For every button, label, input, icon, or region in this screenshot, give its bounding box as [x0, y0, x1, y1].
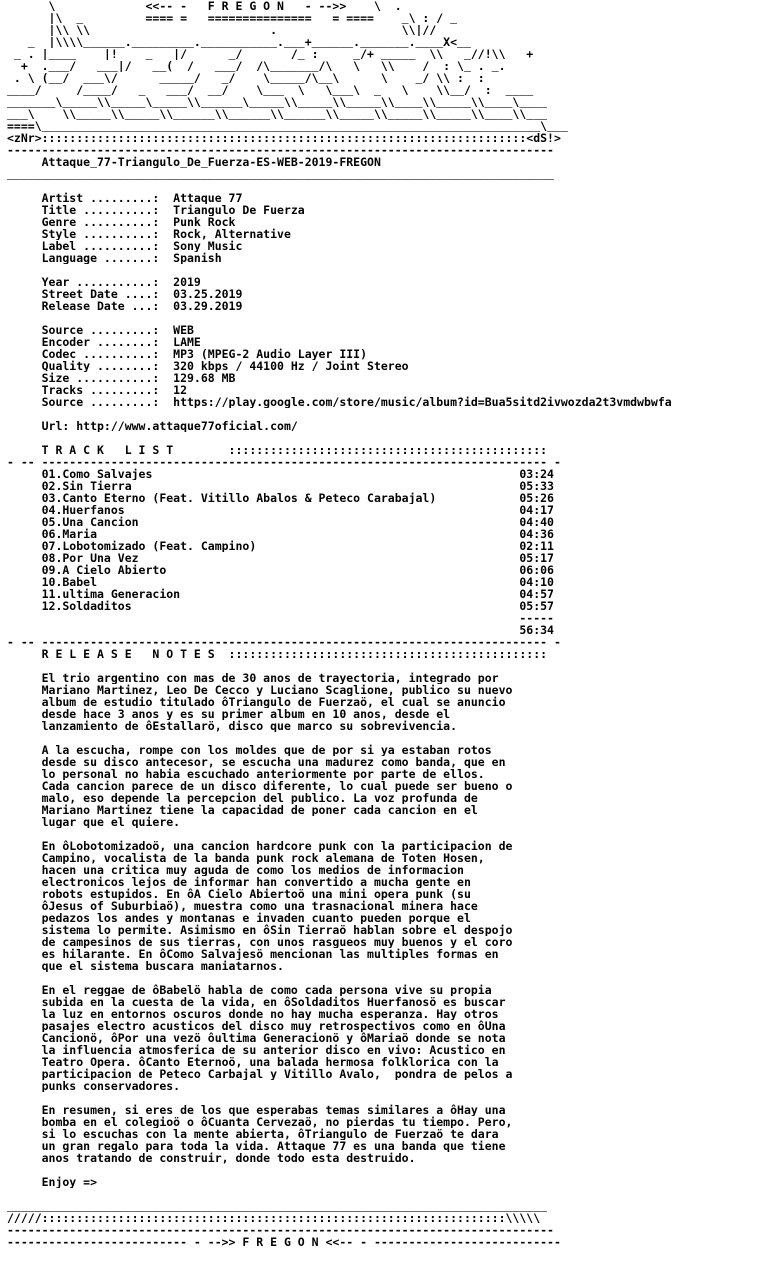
nfo-line: [7, 432, 784, 444]
nfo-line: - -- ------------------------------------------------------------------------- -: [7, 456, 561, 468]
nfo-line: Source .........: WEB: [7, 324, 194, 336]
nfo-line: Enjoy =>: [7, 1176, 98, 1188]
nfo-line: <zNr>::::::::::::::::::::::::::::::::::::::::::::::::::::::::::::::::::::::<dS!>: [7, 132, 561, 144]
nfo-line: Language .......: Spanish: [7, 252, 222, 264]
nfo-line: Cada cancion parece de un disco diferente, lo cual puede ser bueno o: [7, 780, 513, 792]
nfo-line: -----: [7, 612, 554, 624]
nfo-line: malo, eso depende la percepcion del publico. La voz profunda de: [7, 792, 478, 804]
nfo-line: lugar que el quiere.: [7, 816, 181, 828]
nfo-line: hacen una critica muy aguda de como los medios de informacion: [7, 864, 464, 876]
nfo-line: 01.Como Salvajes 03:24: [7, 468, 554, 480]
nfo-line: lanzamiento de ôEstallarö, disco que marco su sobrevivencia.: [7, 720, 458, 732]
nfo-line: Tracks .........: 12: [7, 384, 188, 396]
nfo-line: ====\________________________________________________________________________\___: [7, 120, 568, 132]
nfo-line: + .___/ ___|/ __( / ___/ /\_______/\ \ \\ / : \_ . _.: [7, 60, 506, 72]
nfo-line: Street Date ....: 03.25.2019: [7, 288, 243, 300]
nfo-line: participacion de Peteco Carbajal y Vitillo Avalo, pondra de pelos a: [7, 1068, 513, 1080]
nfo-line: 04.Huerfanos 04:17: [7, 504, 554, 516]
nfo-line: desde su disco antecesor, se escucha una madurez como banda, que en: [7, 756, 506, 768]
nfo-line: Release Date ...: 03.29.2019: [7, 300, 243, 312]
nfo-line: \ <<-- - F R E G O N - -->> \ .: [7, 0, 402, 12]
nfo-line: sistema lo permite. Asimismo en ôSin Tierraö hablan sobre el despojo: [7, 924, 513, 936]
nfo-line: Size ...........: 129.68 MB: [7, 372, 236, 384]
nfo-line: 56:34: [7, 624, 554, 636]
nfo-line: En ôLobotomizadoö, una cancion hardcore punk con la participacion de: [7, 840, 513, 852]
nfo-line: pasajes electro acusticos del disco muy retrospectivos como en ôUna: [7, 1020, 506, 1032]
nfo-line: T R A C K L I S T ::::::::::::::::::::::::::::::::::::::::::::::: [7, 444, 548, 456]
nfo-line: 10.Babel 04:10: [7, 576, 554, 588]
nfo-line: [7, 1092, 784, 1104]
nfo-line: Campino, vocalista de la banda punk rock alemana de Toten Hosen,: [7, 852, 485, 864]
nfo-line: [7, 408, 784, 420]
nfo-line: 02.Sin Tierra 05:33: [7, 480, 554, 492]
nfo-line: la luz en entornos oscuros donde no hay mucha esperanza. Hay otros: [7, 1008, 499, 1020]
nfo-line: [7, 1188, 784, 1200]
nfo-line: -------------------------- - -->> F R E G O N <<-- - ---------------------------: [7, 1236, 561, 1248]
nfo-line: _ |\\\\______._________.___________.___+______._______.____X<__: [7, 36, 471, 48]
nfo-line: punks conservadores.: [7, 1080, 181, 1092]
nfo-line: _______\_____\\_____\_____\\______\_____\\_____\\_____\\____\\_____\\____\____: [7, 96, 548, 108]
nfo-line: 03.Canto Eterno (Feat. Vitillo Abalos & Peteco Carabajal) 05:26: [7, 492, 554, 504]
nfo-line: Teatro Opera. ôCanto Eternoö, una balada hermosa folklorica con la: [7, 1056, 499, 1068]
nfo-line: - -- ------------------------------------------------------------------------- -: [7, 636, 561, 648]
nfo-line: [7, 828, 784, 840]
nfo-line: Encoder ........: LAME: [7, 336, 201, 348]
nfo-line: R E L E A S E N O T E S ::::::::::::::::::::::::::::::::::::::::::::::: [7, 648, 548, 660]
nfo-line: [7, 180, 784, 192]
nfo-line: bomba en el colegioö o ôCuanta Cervezaö, no pierdas tu tiempo. Pero,: [7, 1116, 513, 1128]
nfo-line: Quality ........: 320 kbps / 44100 Hz / Joint Stereo: [7, 360, 409, 372]
nfo-line: desde hace 3 anos y es su primer album en 10 anos, desde el: [7, 708, 451, 720]
nfo-line: _______________________________________________________________________________: [7, 168, 554, 180]
nfo-line: A la escucha, rompe con los moldes que de por si ya estaban rotos: [7, 744, 492, 756]
nfo-line: [7, 732, 784, 744]
nfo-line: Mariano Martinez, Leo De Cecco y Luciano Scaglione, publico su nuevo: [7, 684, 513, 696]
nfo-line: 12.Soldaditos 05:57: [7, 600, 554, 612]
nfo-line: [7, 972, 784, 984]
nfo-line: es hilarante. En ôComo Salvajesö mencionan las multiples formas en: [7, 948, 499, 960]
nfo-line: ___\ \\_____\\_____\\______\\______\\______\\_____\\_____\\_____\\____\\___: [7, 108, 548, 120]
nfo-line: _ . |____ |! _ |/ _/ /_ : _/+ _____ \\ _//!\\ +: [7, 48, 534, 60]
nfo-line: Year ...........: 2019: [7, 276, 201, 288]
nfo-line: Title ..........: Triangulo De Fuerza: [7, 204, 305, 216]
nfo-line: si lo escuchas con la mente abierta, ôTriangulo de Fuerzaö te dara: [7, 1128, 499, 1140]
nfo-line: . \ (__/ ___\/ _____/ _/ \_____/\__\ \ _/ \\ : :: [7, 72, 485, 84]
nfo-line: Source .........: https://play.google.com/store/music/album?id=Bua5sitd2ivwozda2t3vmdwbwfa: [7, 396, 672, 408]
nfo-line: 09.A Cielo Abierto 06:06: [7, 564, 554, 576]
nfo-line: Mariano Martinez tiene la capacidad de poner cada cancion en el: [7, 804, 478, 816]
nfo-line: electronicos lejos de informar han convertido a mucha gente en: [7, 876, 471, 888]
nfo-line: subida en la cuesta de la vida, en ôSoldaditos Huerfanosö es buscar: [7, 996, 506, 1008]
nfo-line: -------------------------------------------------------------------------------: [7, 1224, 554, 1236]
nfo-line: anos tratando de construir, donde todo esta destruido.: [7, 1152, 416, 1164]
nfo-line: Url: http://www.attaque77oficial.com/: [7, 420, 298, 432]
nfo-line: [7, 264, 784, 276]
nfo-line: de campesinos de sus tierras, con unos rasgueos muy buenos y el coro: [7, 936, 513, 948]
nfo-line: ____/ /____/ _ ___/ __/ \___ \ \___\ _ \ \\__/ : ____: [7, 84, 534, 96]
nfo-line: 11.ultima Generacion 04:57: [7, 588, 554, 600]
nfo-line: album de estudio titulado ôTriangulo de Fuerzaö, el cual se anuncio: [7, 696, 506, 708]
nfo-line: un gran regalo para toda la vida. Attaque 77 es una banda que tiene: [7, 1140, 506, 1152]
nfo-line: 06.Maria 04:36: [7, 528, 554, 540]
nfo-line: El trio argentino con mas de 30 anos de trayectoria, integrado por: [7, 672, 499, 684]
nfo-line: [7, 1164, 784, 1176]
nfo-line: ôJesus of Suburbiaö), muestra como una trasnacional minera hace: [7, 900, 478, 912]
nfo-line: Artist .........: Attaque 77: [7, 192, 243, 204]
nfo-line: 07.Lobotomizado (Feat. Campino) 02:11: [7, 540, 554, 552]
nfo-line: que el sistema buscara maniatarnos.: [7, 960, 284, 972]
nfo-line: Codec ..........: MP3 (MPEG-2 Audio Layer III): [7, 348, 368, 360]
nfo-line: pedazos los andes y montanas e invaden cuanto pueden porque el: [7, 912, 471, 924]
nfo-line: ______________________________________________________________________________: [7, 1200, 548, 1212]
nfo-line: /////:::::::::::::::::::::::::::::::::::::::::::::::::::::::::::::::::::\\\\\: [7, 1212, 541, 1224]
nfo-line: Attaque_77-Triangulo_De_Fuerza-ES-WEB-2019-FREGON: [7, 156, 381, 168]
nfo-line: lo personal no habia escuchado anteriormente por parte de ellos.: [7, 768, 485, 780]
nfo-line: En el reggae de ôBabelö habla de como cada persona vive su propia: [7, 984, 492, 996]
nfo-line: Label ..........: Sony Music: [7, 240, 243, 252]
nfo-line: 08.Por Una Vez 05:17: [7, 552, 554, 564]
nfo-line: -------------------------------------------------------------------------------: [7, 144, 554, 156]
nfo-line: |\\ \\ . \\|//: [7, 24, 437, 36]
nfo-line: la influencia atmosferica de su anterior disco en vivo: Acustico en: [7, 1044, 506, 1056]
nfo-line: |\ _ ==== = =============== = ==== _\ : / _: [7, 12, 458, 24]
nfo-line: [7, 660, 784, 672]
nfo-line: [7, 312, 784, 324]
nfo-line: En resumen, si eres de los que esperabas temas similares a ôHay una: [7, 1104, 506, 1116]
nfo-line: Genre ..........: Punk Rock: [7, 216, 236, 228]
nfo-line: Style ..........: Rock, Alternative: [7, 228, 291, 240]
nfo-line: Cancionö, ôPor una vezö ôultima Generacionö y ôMariaö donde se nota: [7, 1032, 506, 1044]
nfo-line: robots estupidos. En ôA Cielo Abiertoö una mini opera punk (su: [7, 888, 471, 900]
nfo-line: 05.Una Cancion 04:40: [7, 516, 554, 528]
